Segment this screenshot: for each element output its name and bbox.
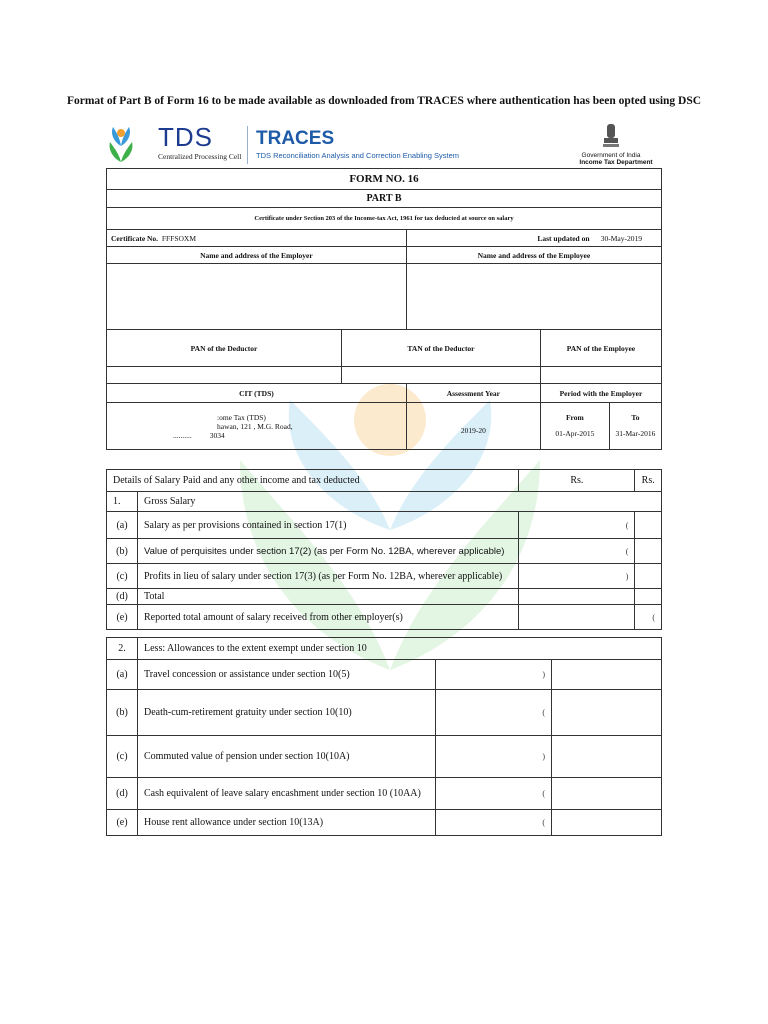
table-row — [107, 690, 662, 736]
row-number: (d) — [107, 589, 138, 605]
tds-wordmark: TDS — [158, 122, 213, 152]
form-part: PART B — [107, 190, 662, 208]
pan-employee-label: PAN of the Employee — [540, 330, 661, 367]
period-label: Period with the Employer — [540, 384, 661, 403]
cpc-label: Centralized Processing Cell — [158, 152, 242, 161]
row-amount-2 — [635, 589, 662, 605]
row-number: (c) — [107, 564, 138, 589]
table-row — [107, 810, 662, 836]
row-amount: ) — [436, 660, 552, 690]
row-label: Total — [138, 589, 519, 605]
cit-dots: .......... — [173, 430, 192, 440]
rs-column-1: Rs. — [519, 470, 635, 492]
row-amount: ( — [519, 512, 635, 539]
period-to-label: To — [631, 413, 640, 422]
row-amount-2 — [552, 736, 662, 778]
row-label: Death-cum-retirement gratuity under section 10(10) — [138, 690, 436, 736]
row-number: (d) — [107, 778, 138, 810]
row-label: Travel concession or assistance under section 10(5) — [138, 660, 436, 690]
form-header-table — [106, 168, 662, 450]
traces-subtitle: TDS Reconciliation Analysis and Correction Enabling System — [256, 151, 460, 160]
national-emblem-icon — [600, 122, 622, 152]
row-amount — [519, 589, 635, 605]
row-number: (a) — [107, 512, 138, 539]
row-number: (c) — [107, 736, 138, 778]
table-row — [107, 778, 662, 810]
table-row — [107, 589, 662, 605]
row-amount-2 — [552, 690, 662, 736]
row-label: Gross Salary — [138, 492, 662, 512]
row-number: (b) — [107, 690, 138, 736]
row-amount: ( — [436, 810, 552, 836]
period-to-cell — [609, 403, 661, 450]
itd-label: Income Tax Department — [579, 159, 653, 166]
cit-address — [107, 403, 407, 450]
row-number: 2. — [107, 638, 138, 660]
tds-logo-icon — [108, 124, 134, 164]
cit-line-1: :ome Tax (TDS) — [217, 412, 266, 422]
employer-name-label: Name and address of the Employer — [107, 247, 407, 264]
pan-deductor-label: PAN of the Deductor — [107, 330, 342, 367]
row-amount: ) — [519, 564, 635, 589]
traces-wordmark: TRACES — [256, 128, 335, 149]
row-amount-2: ( — [635, 605, 662, 630]
goi-label: Government of India — [581, 152, 641, 159]
salary-details-table — [106, 469, 662, 630]
table-row — [107, 539, 662, 564]
certificate-label: Certificate No. — [111, 233, 159, 243]
assessment-year-value: 2019-20 — [406, 403, 540, 450]
certificate-cell — [107, 230, 407, 247]
row-label: Reported total amount of salary received from other employer(s) — [138, 605, 519, 630]
row-amount-2 — [635, 512, 662, 539]
row-amount-2 — [552, 778, 662, 810]
row-number: 1. — [107, 492, 138, 512]
period-from-value: 01-Apr-2015 — [555, 429, 595, 438]
tan-deductor-value — [342, 367, 541, 384]
row-label: House rent allowance under section 10(13A) — [138, 810, 436, 836]
row-number: (e) — [107, 810, 138, 836]
table-row — [107, 564, 662, 589]
table-row — [107, 512, 662, 539]
employee-name-label: Name and address of the Employee — [406, 247, 661, 264]
row-amount-2 — [635, 564, 662, 589]
row-amount: ) — [436, 736, 552, 778]
last-updated-value: 30-May-2019 — [600, 233, 642, 243]
row-label: Commuted value of pension under section 10(10A) — [138, 736, 436, 778]
cit-line-2: hawan, 121 , M.G. Road, — [217, 421, 293, 431]
pan-deductor-value — [107, 367, 342, 384]
row-label: Less: Allowances to the extent exempt under section 10 — [138, 638, 662, 660]
allowances-table — [106, 637, 662, 836]
period-to-value: 31-Mar-2016 — [615, 429, 656, 438]
row-amount-2 — [552, 660, 662, 690]
salary-heading: Details of Salary Paid and any other income and tax deducted — [107, 470, 519, 492]
table-row — [107, 736, 662, 778]
row-label: Value of perquisites under section 17(2) (as per Form No. 12BA, wherever applicable) — [138, 539, 519, 564]
row-label: Salary as per provisions contained in section 17(1) — [138, 512, 519, 539]
row-number: (a) — [107, 660, 138, 690]
table-row — [107, 605, 662, 630]
form-number: FORM NO. 16 — [107, 169, 662, 190]
last-updated-cell — [406, 230, 661, 247]
row-amount-2 — [635, 539, 662, 564]
row-label: Cash equivalent of leave salary encashment under section 10 (10AA) — [138, 778, 436, 810]
cit-label: CIT (TDS) — [107, 384, 407, 403]
row-amount — [519, 605, 635, 630]
pan-employee-value — [540, 367, 661, 384]
employee-address-box — [406, 264, 661, 330]
cit-line-3: 3034 — [209, 430, 225, 440]
document-title: Format of Part B of Form 16 to be made available as downloaded from TRACES where authentication has been opted using DSC — [66, 95, 702, 107]
row-amount-2 — [552, 810, 662, 836]
tan-deductor-label: TAN of the Deductor — [342, 330, 541, 367]
row-number: (e) — [107, 605, 138, 630]
row-amount: ( — [436, 690, 552, 736]
row-number: (b) — [107, 539, 138, 564]
row-label: Profits in lieu of salary under section 17(3) (as per Form No. 12BA, wherever applicable) — [138, 564, 519, 589]
header-divider — [247, 126, 248, 164]
last-updated-label: Last updated on — [537, 233, 590, 243]
employer-address-box — [107, 264, 407, 330]
certificate-value: FFFSOXM — [161, 233, 196, 243]
row-amount: ( — [436, 778, 552, 810]
table-row — [107, 660, 662, 690]
period-from-cell — [540, 403, 609, 450]
period-from-label: From — [565, 413, 584, 422]
rs-column-2: Rs. — [635, 470, 662, 492]
table-row — [107, 492, 662, 512]
row-amount: ( — [519, 539, 635, 564]
assessment-year-label: Assessment Year — [406, 384, 540, 403]
table-row — [107, 638, 662, 660]
certificate-heading: Certificate under Section 203 of the Income-tax Act, 1961 for tax deducted at source on salary — [107, 208, 662, 230]
